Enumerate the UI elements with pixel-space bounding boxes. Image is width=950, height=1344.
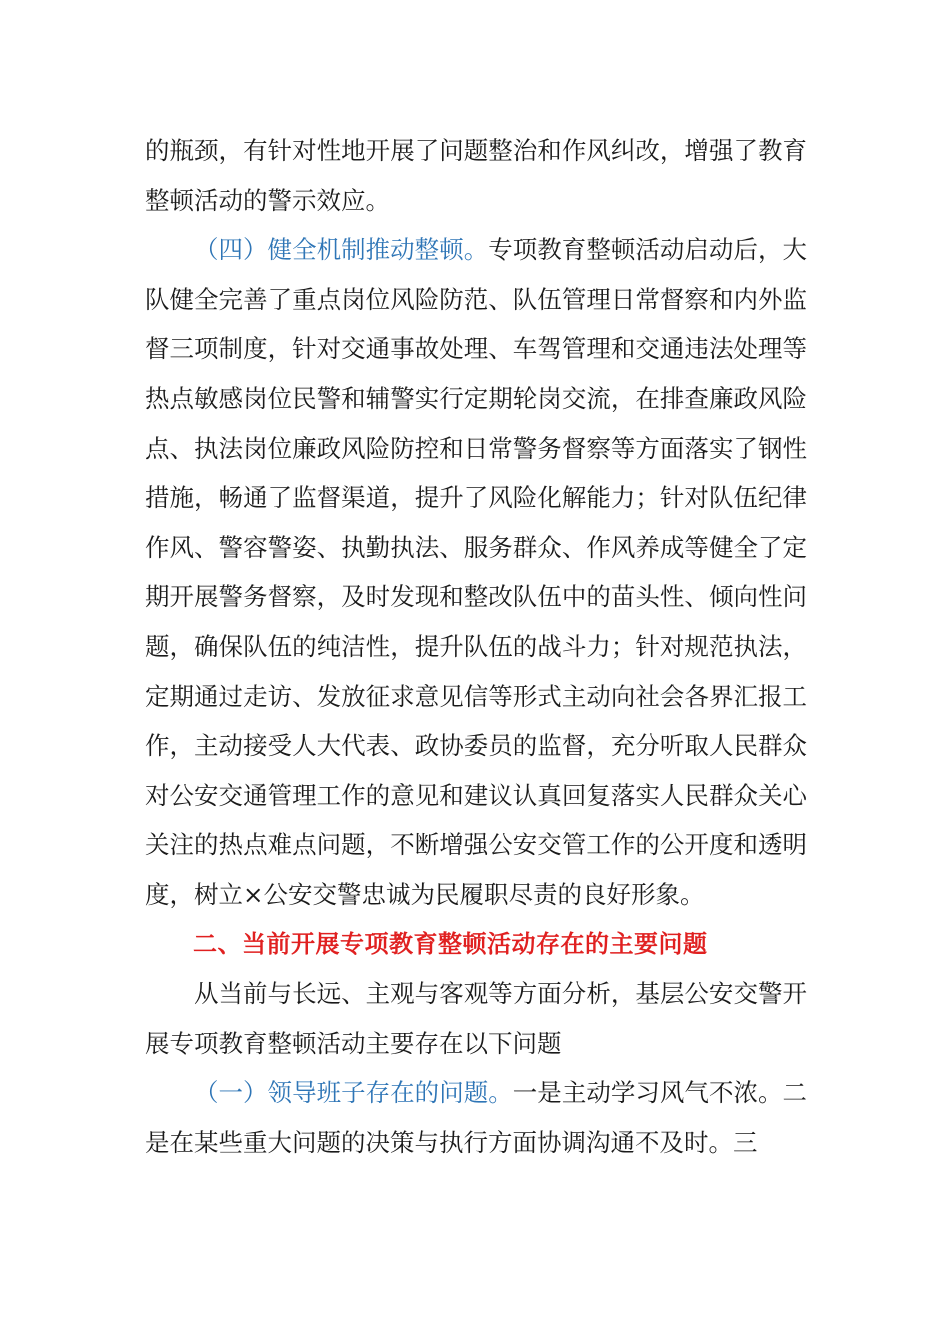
paragraph-analysis: 从当前与长远、主观与客观等方面分析，基层公安交警开展专项教育整顿活动主要存在以下问题 [145, 979, 807, 1058]
document-page [145, 126, 807, 1167]
paragraph-leadership [145, 1068, 807, 1167]
sub-heading-1: （一）领导班子存在的问题。 [194, 1078, 513, 1108]
sub-heading-4: （四）健全机制推动整顿。 [194, 235, 489, 265]
paragraph-mechanism-body: 专项教育整顿活动启动后，大队健全完善了重点岗位风险防范、队伍管理日常督察和内外监督三项制度，针对交通事故处理、车驾管理和交通违法处理等热点敏感岗位民警和辅警实行定期轮岗交流，在排查廉政风险点、执法岗位廉政风险防控和日常警务督察等方面落实了钢性措施，畅通了监督渠道，提升了风险化解能力；针对队伍纪律作风、警容警姿、执勤执法、服务群众、作风养成等健全了定期开展警务督察，及时发现和整改队伍中的苗头性、倾向性问题，确保队伍的纯洁性，提升队伍的战斗力；针对规范执法，定期通过走访、发放征求意见信等形式主动向社会各界汇报工作，主动接受人大代表、政协委员的监督，充分听取人民群众对公安交通管理工作的意见和建议认真回复落实人民群众关心关注的热点难点问题，不断增强公安交管工作的公开度和透明度，树立×公安交警忠诚为民履职尽责的良好形象。 [145, 235, 807, 909]
paragraph-continuation: 的瓶颈，有针对性地开展了问题整治和作风纠改，增强了教育整顿活动的警示效应。 [145, 136, 807, 215]
paragraph-leadership-body: 一是主动学习风气不浓。二是在某些重大问题的决策与执行方面协调沟通不及时。三 [145, 1078, 808, 1157]
section-heading-2: 二、当前开展专项教育整顿活动存在的主要问题 [193, 929, 708, 958]
paragraph-mechanism [145, 225, 807, 919]
